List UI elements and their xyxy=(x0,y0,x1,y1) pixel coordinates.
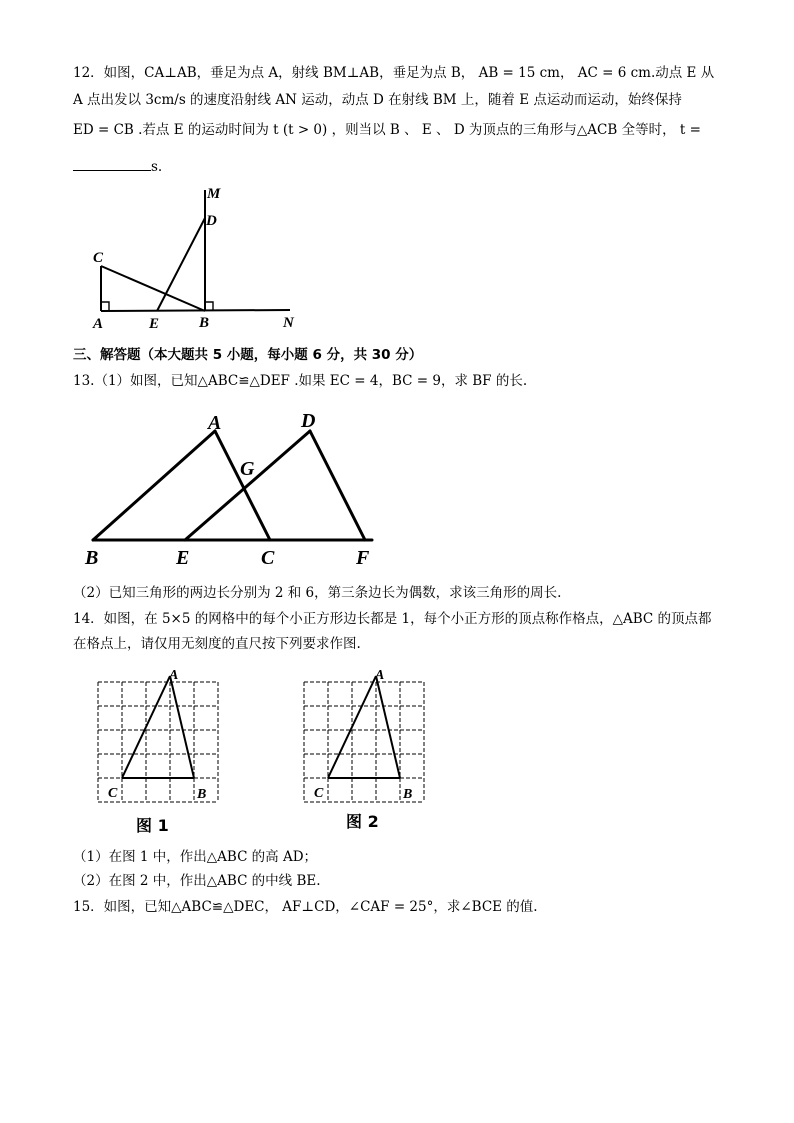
q14-line2: 在格点上，请仅用无刻度的直尺按下列要求作图. xyxy=(73,636,361,652)
q13-part1: 13.（1）如图，已知△ABC≌△DEF .如果 EC = 4，BC = 9，求 BF 的长. xyxy=(73,373,528,389)
answer-blank[interactable] xyxy=(73,157,151,171)
label-C: C xyxy=(314,786,324,801)
label-E: E xyxy=(149,316,160,332)
q13-part2: （2）已知三角形的两边长分别为 2 和 6，第三条边长为偶数，求该三角形的周长. xyxy=(73,585,562,601)
q14-line1: 14．如图，在 5×5 的网格中的每个小正方形边长都是 1，每个小正方形的顶点称作格点，△ABC 的顶点都 xyxy=(73,611,712,627)
label-D: D xyxy=(301,410,316,432)
q12-unit: s. xyxy=(151,159,163,175)
label-B: B xyxy=(85,547,99,569)
label-D: D xyxy=(206,213,217,229)
caption-fig2: 图 2 xyxy=(346,812,379,831)
label-N: N xyxy=(283,315,294,331)
label-C: C xyxy=(108,786,118,801)
label-A: A xyxy=(208,412,222,434)
label-M: M xyxy=(207,186,221,202)
q12-answer-line xyxy=(73,157,162,176)
q12-figure xyxy=(85,182,305,332)
label-F: F xyxy=(356,547,370,569)
q14-figure-1 xyxy=(96,664,236,836)
q14-part1: （1）在图 1 中，作出△ABC 的高 AD； xyxy=(73,849,318,865)
q14-figure-2 xyxy=(302,664,442,836)
label-A: A xyxy=(169,668,179,683)
label-A: A xyxy=(93,316,104,332)
label-C: C xyxy=(93,250,104,266)
q15-line1: 15．如图，已知△ABC≌△DEC， AF⊥CD，∠CAF = 25°，求∠BCE 的值. xyxy=(73,899,538,915)
label-B: B xyxy=(197,787,207,802)
section-heading: 三、解答题（本大题共 5 小题，每小题 6 分，共 30 分） xyxy=(73,347,423,363)
caption-fig1: 图 1 xyxy=(136,816,169,835)
q12-line2: A 点出发以 3cm/s 的速度沿射线 AN 运动，动点 D 在射线 BM 上，随着 E 点运动而运动，始终保持 xyxy=(73,92,682,108)
label-B: B xyxy=(199,315,210,331)
q12-line3: ED = CB .若点 E 的运动时间为 t (t > 0) ，则当以 B 、 E 、 D 为顶点的三角形与△ACB 全等时， t = xyxy=(73,122,701,138)
label-G: G xyxy=(240,458,255,480)
q14-part2: （2）在图 2 中，作出△ABC 的中线 BE. xyxy=(73,873,321,889)
label-C: C xyxy=(261,547,275,569)
q12-line1: 12．如图，CA⊥AB，垂足为点 A，射线 BM⊥AB，垂足为点 B， AB = 15 cm， AC = 6 cm.动点 E 从 xyxy=(73,65,715,81)
label-A: A xyxy=(375,668,385,683)
q13-figure xyxy=(80,405,390,570)
label-B: B xyxy=(403,787,413,802)
label-E: E xyxy=(176,547,190,569)
